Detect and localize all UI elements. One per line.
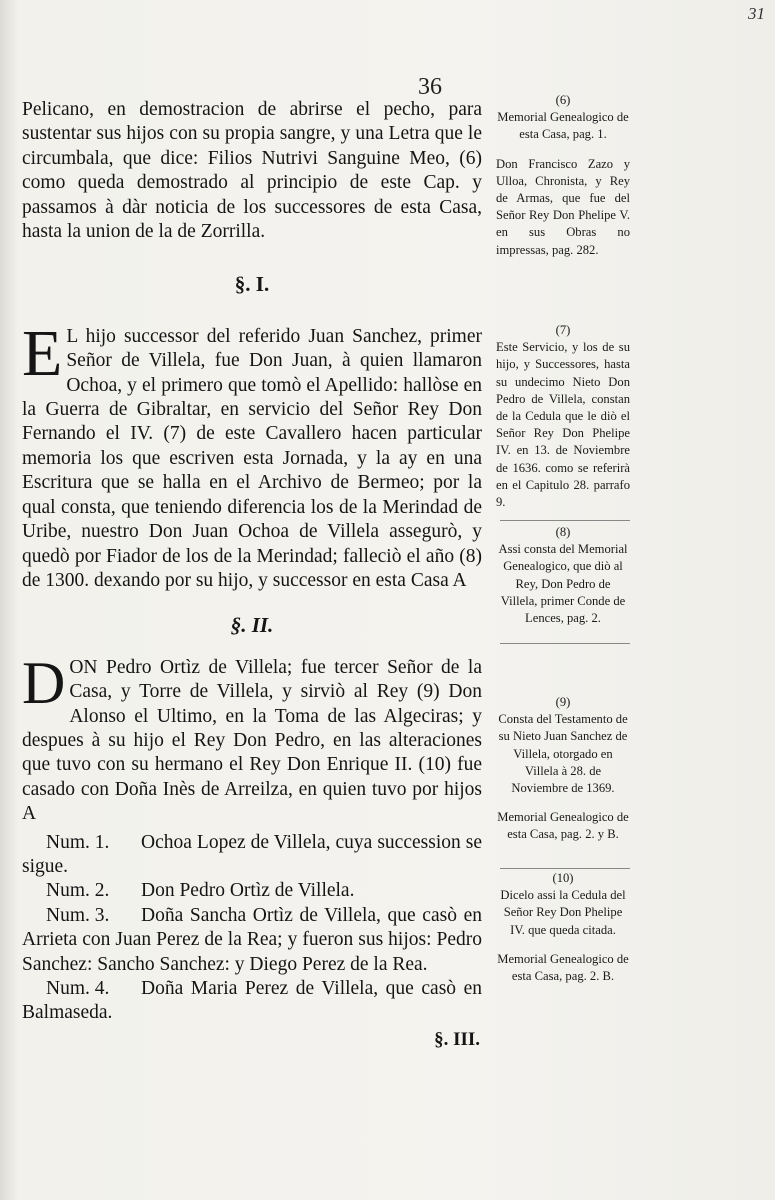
section-1-paragraph xyxy=(22,316,482,593)
sidenote-7 xyxy=(496,322,630,511)
note-text: Este Servicio, y los de su hijo, y Successores, hasta su undecimo Nieto Don Pedro de Villela, constan de la Cedula que le diò el Señor Rey Don Phelipe IV. en 13. de Noviembre de 1636. como se referirà en el Capitulo 28. parrafo 9. xyxy=(496,340,630,510)
children-list xyxy=(22,831,482,1026)
entry-text: Ochoa Lopez de Villela, cuya succession se sigue. xyxy=(22,831,482,877)
catchword: §. III. xyxy=(434,1028,480,1050)
note-divider xyxy=(500,868,630,869)
note-text: Memorial Genealogico de esta Casa, pag. 2. B. xyxy=(497,951,629,984)
sidenote-9 xyxy=(496,694,630,844)
sidenote-10 xyxy=(496,870,630,985)
note-text: Don Francisco Zazo y Ulloa, Chronista, y Rey de Armas, que fue del Señor Rey Don Phelipe V. en sus Obras no impressas, pag. 282. xyxy=(496,156,630,257)
note-text: Assi consta del Memorial Genealogico, que diò al Rey, Don Pedro de Villela, primer Conde de Lences, pag. 2. xyxy=(498,542,628,626)
entry-text: Don Pedro Ortìz de Villela. xyxy=(141,880,355,902)
sidenote-8 xyxy=(496,524,630,627)
entry-number: Num. 1. xyxy=(46,831,110,853)
section-1-heading: §. I. xyxy=(234,272,270,297)
drop-cap-d: D xyxy=(22,649,66,716)
note-number: (9) xyxy=(555,695,571,709)
note-text: Memorial Genealogico de esta Casa, pag. 1. xyxy=(497,110,629,142)
section-2-text: ON Pedro Ortìz de Villela; fue tercer Señor de la Casa, y Torre de Villela, y sirviò al Rey (9) Don Alonso el Ultimo, en la Toma de las Algeciras; y despues à su hijo el Rey Don Pedro, en las alteraciones que tuvo con su hermano el Rey Don Enrique II. (10) fue casado con Doña Inès de Arreilza, en quien tuvo por hijos A xyxy=(22,656,482,825)
entry-number: Num. 3. xyxy=(46,904,110,926)
intro-paragraph: Pelicano, en demostracion de abrirse el pecho, para sustentar sus hijos con su propia sangre, y una Letra que le circumbala, que dice: Filios Nutrivi Sanguine Meo, (6) como queda demostrado al principio de este Cap. y passamos à dàr noticia de los successores de esta Casa, hasta la union de la de Zorrilla. xyxy=(22,99,482,243)
note-text: Consta del Testamento de su Nieto Juan Sanchez de Villela, otorgado en Villela à 28. de Noviembre de 1369. xyxy=(498,712,628,796)
list-item xyxy=(22,904,482,977)
list-item xyxy=(22,831,482,880)
section-2-heading: §. II. xyxy=(230,613,274,638)
note-number: (10) xyxy=(552,871,574,885)
folio-number: 31 xyxy=(748,4,765,23)
note-divider xyxy=(500,520,630,521)
note-divider xyxy=(500,643,630,644)
entry-text: Doña Maria Perez de Villela, que casò en Balmaseda. xyxy=(22,978,482,1024)
note-text: Dicelo assi la Cedula del Señor Rey Don Phelipe IV. que queda citada. xyxy=(500,888,626,937)
section-2-paragraph xyxy=(22,649,482,827)
entry-number: Num. 4. xyxy=(46,978,110,999)
note-text: Memorial Genealogico de esta Casa, pag. 2. y B. xyxy=(497,810,629,842)
drop-cap-e: E xyxy=(22,316,63,390)
sidenote-6 xyxy=(496,92,630,259)
note-number: (7) xyxy=(555,323,571,337)
entry-number: Num. 2. xyxy=(46,880,110,902)
note-number: (6) xyxy=(555,93,571,107)
list-item xyxy=(22,977,482,1026)
section-1-text: L hijo successor del referido Juan Sanchez, primer Señor de Villela, fue Don Juan, à quien llamaron Ochoa, y el primero que tomò el Apellido: hallòse en la Guerra de Gibraltar, en servicio del Señor Rey Don Fernando el IV. (7) de este Cavallero hacen particular memoria los que escriven esta Jornada, y la ay en una Escritura que se halla en el Archivo de Bermeo; por la qual consta, que teniendo diferencia los de la Merindad de Uribe, nuestro Don Juan Ochoa de Villela assegurò, y quedò por Fiador de los de la Merindad; falleciò el año (8) de 1300. dexando por su hijo, y successor en esta Casa A xyxy=(22,325,482,591)
page-number: 36 xyxy=(418,74,442,100)
note-number: (8) xyxy=(555,525,571,539)
list-item xyxy=(22,879,482,903)
entry-text: Doña Sancha Ortìz de Villela, que casò en Arrieta con Juan Perez de la Rea; y fueron sus hijos: Pedro Sanchez: Sancho Sanchez: y Diego Perez de la Rea. xyxy=(22,904,482,975)
main-text-column xyxy=(22,98,482,1052)
